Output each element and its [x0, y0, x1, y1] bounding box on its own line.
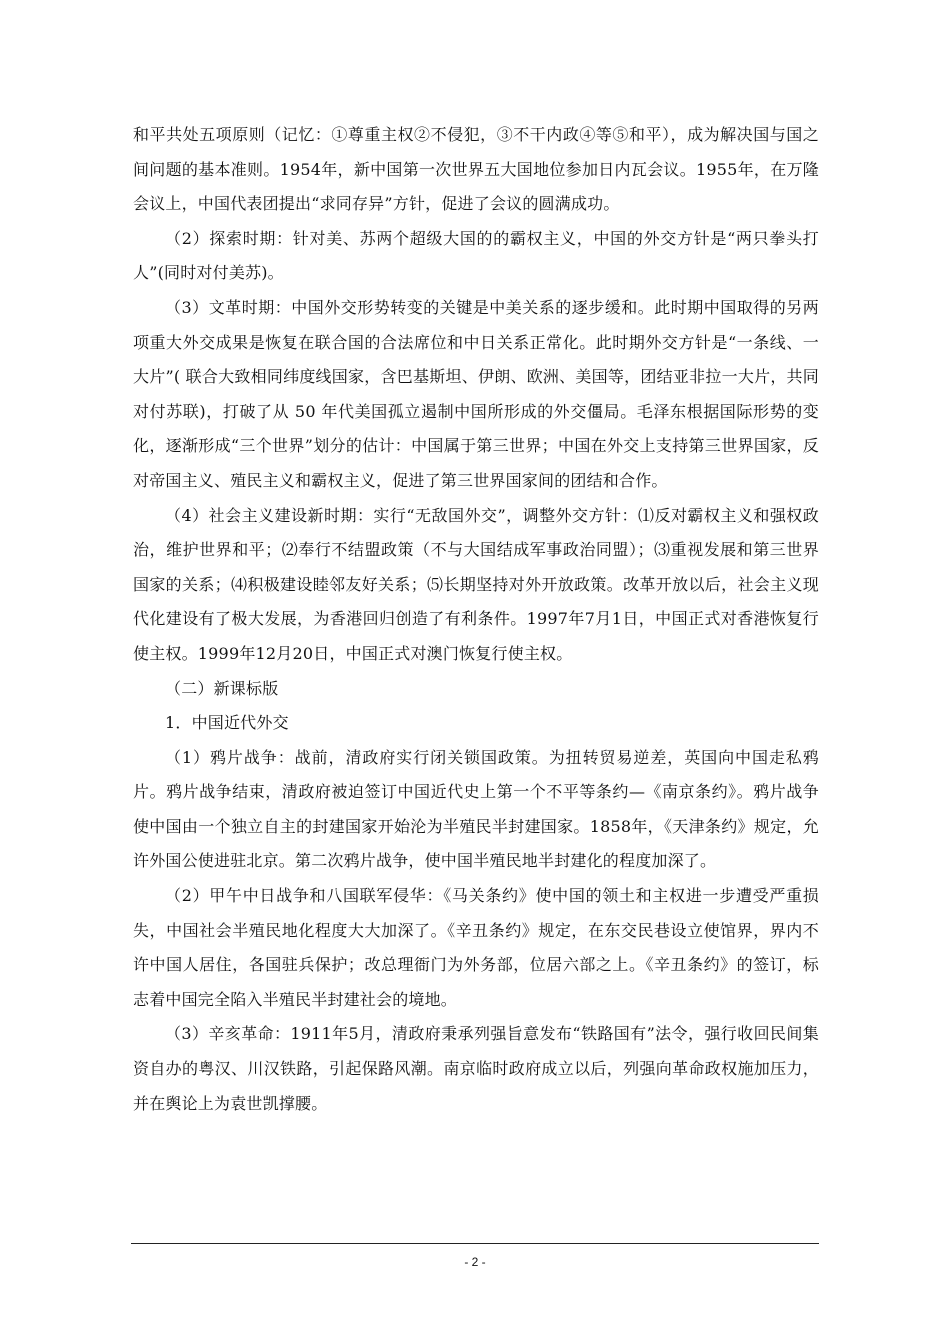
page-number: - 2 - [464, 1255, 486, 1269]
paragraph-sino-japanese-war: （2）甲午中日战争和八国联军侵华：《马关条约》使中国的领土和主权进一步遭受严重损失，中国社会半殖民地化程度大大加深了。《辛丑条约》规定，在东交民巷设立使馆界，界内不许中国人居住，各国驻兵保护；改总理衙门为外务部，位居六部之上。《辛丑条约》的签订，标志着中国完全陷入半殖民半封建社会的境地。 [133, 886, 819, 1009]
paragraph-peaceful-coexistence: 和平共处五项原则（记忆：①尊重主权②不侵犯，③不干内政④等⑤和平），成为解决国与国之间问题的基本准则。1954年，新中国第一次世界五大国地位参加日内瓦会议。1955年，在万隆会议上，中国代表团提出“求同存异”方针，促进了会议的圆满成功。 [133, 125, 819, 214]
paragraph-cultural-revolution-period: （3）文革时期：中国外交形势转变的关键是中美关系的逐步缓和。此时期中国取得的另两项重大外交成果是恢复在联合国的合法席位和中日关系正常化。此时期外交方针是“一条线、一大片”( 联合大致相同纬度线国家，含巴基斯坦、伊朗、欧洲、美国等，团结亚非拉一大片，共同对付苏联)，打破了从 50 年代美国孤立遏制中国所形成的外交僵局。毛泽东根据国际形势的变化，逐渐形成“三个世界”划分的估计：中国属于第三世界；中国在外交上支持第三世界国家，反对帝国主义、殖民主义和霸权主义，促进了第三世界国家间的团结和合作。 [133, 297, 819, 490]
footer-divider [131, 1243, 819, 1244]
paragraph-xinhai-revolution: （3）辛亥革命：1911年5月，清政府秉承列强旨意发布“铁路国有”法令，强行收回民间集资自办的粤汉、川汉铁路，引起保路风潮。南京临时政府成立以后，列强向革命政权施加压力，并在舆论上为袁世凯撑腰。 [133, 1024, 819, 1113]
body-text [133, 118, 819, 1121]
subheading-modern-diplomacy: 1．中国近代外交 [165, 713, 289, 733]
paragraph-socialist-construction-period: （4）社会主义建设新时期：实行“无敌国外交”，调整外交方针：⑴反对霸权主义和强权政治，维护世界和平；⑵奉行不结盟政策（不与大国结成军事政治同盟）；⑶重视发展和第三世界国家的关系；⑷积极建设睦邻友好关系；⑸长期坚持对外开放政策。改革开放以后，社会主义现代化建设有了极大发展，为香港回归创造了有利条件。1997年7月1日，中国正式对香港恢复行使主权。1999年12月20日，中国正式对澳门恢复行使主权。 [133, 505, 819, 663]
paragraph-opium-war: （1）鸦片战争：战前，清政府实行闭关锁国政策。为扭转贸易逆差，英国向中国走私鸦片。鸦片战争结束，清政府被迫签订中国近代史上第一个不平等条约—《南京条约》。鸦片战争使中国由一个独立自主的封建国家开始沦为半殖民半封建国家。1858年，《天津条约》规定，允许外国公使进驻北京。第二次鸦片战争，使中国半殖民地半封建化的程度加深了。 [133, 747, 819, 871]
section-heading-new-curriculum: （二）新课标版 [165, 678, 279, 698]
paragraph-exploration-period: （2）探索时期：针对美、苏两个超级大国的的霸权主义，中国的外交方针是“两只拳头打人”(同时对付美苏)。 [133, 228, 819, 283]
